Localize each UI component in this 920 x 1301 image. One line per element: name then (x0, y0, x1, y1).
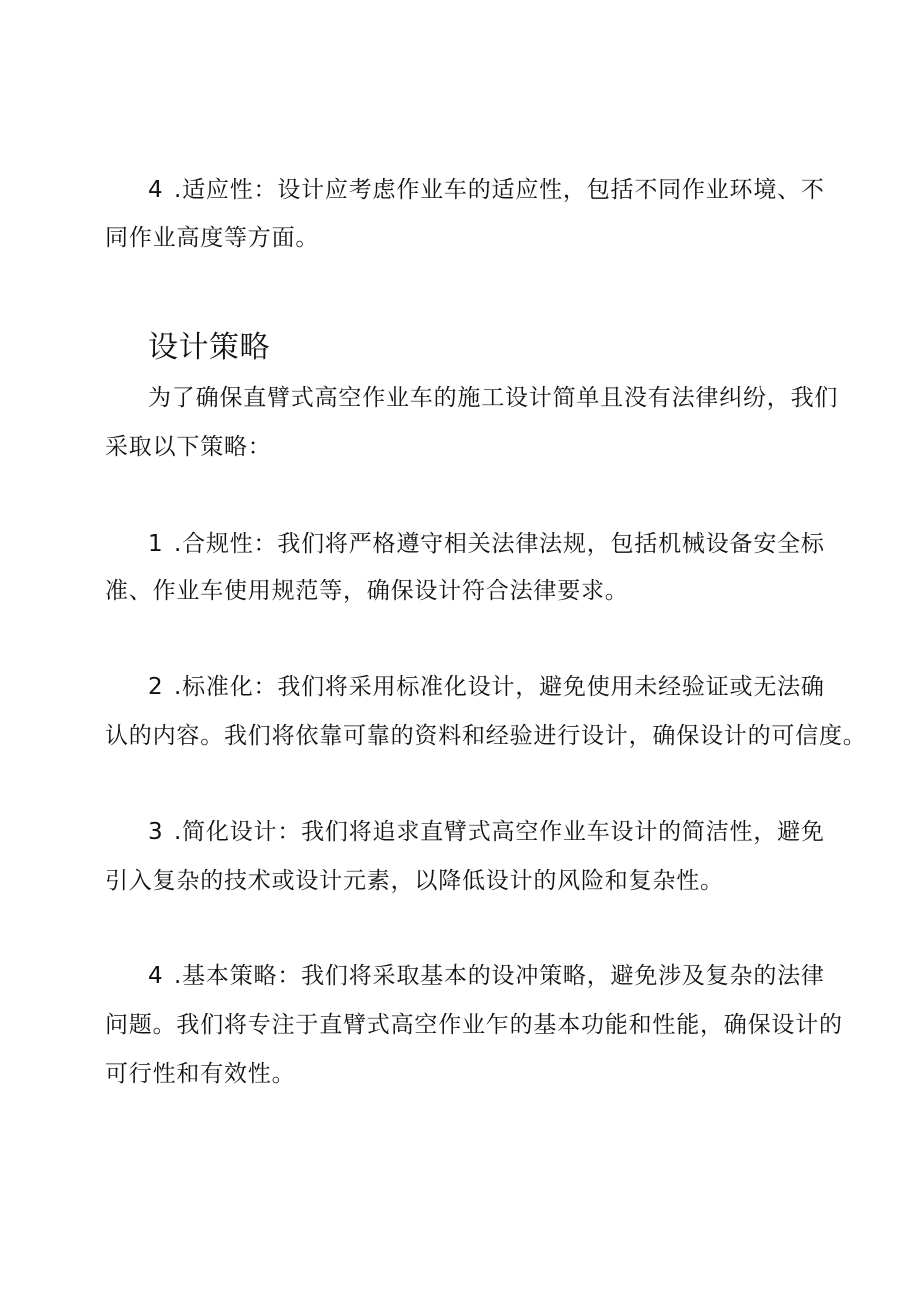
strategy-1-number: 1 (148, 531, 164, 557)
strategy-1-line-1 (148, 530, 825, 558)
strategy-4-text-1: 基本策略：我们将采取基本的设冲策略，避免涉及复杂的法律 (182, 963, 825, 989)
strategy-4-number: 4 (148, 963, 164, 989)
strategy-3-text-1: 简化设计：我们将追求直臂式高空作业车设计的简洁性，避免 (182, 819, 825, 845)
strategy-4-line-3: 可行性和有效性。 (105, 1061, 296, 1087)
strategy-2-text-1: 标准化：我们将采用标准化设计，避免使用未经验证或无法确 (182, 674, 825, 700)
strategy-2-number: 2 (148, 674, 164, 700)
strategy-4-separator: . (174, 963, 183, 989)
intro-item-number: 4 (148, 177, 164, 203)
strategy-3-number: 3 (148, 819, 164, 845)
section-heading: 设计策略 (148, 330, 270, 365)
strategy-2-line-1 (148, 673, 825, 701)
strategy-1-text-1: 合规性：我们将严格遵守相关法律法规，包括机械设备安全标 (182, 531, 825, 557)
strategy-3-line-1 (148, 818, 825, 846)
intro-item-line-2: 同作业高度等方面。 (105, 225, 320, 251)
strategy-3-line-2: 引入复杂的技术或设计元素，以降低设计的风险和复杂性。 (105, 868, 724, 894)
strategy-2-line-2: 认的内容。我们将依靠可靠的资料和经验进行设计，确保设计的可信度。 (105, 723, 867, 749)
section-intro-line-1: 为了确保直臂式高空作业车的施工设计简单且没有法律纠纷，我们 (148, 385, 839, 411)
section-intro-line-2: 采取以下策略： (105, 434, 272, 460)
intro-item-line-1 (148, 176, 825, 204)
strategy-4-line-1 (148, 962, 825, 990)
strategy-2-separator: . (174, 674, 183, 700)
strategy-1-line-2: 准、作业车使用规范等，确保设计符合法律要求。 (105, 578, 629, 604)
strategy-3-separator: . (174, 819, 183, 845)
strategy-1-separator: . (174, 531, 183, 557)
intro-item-separator: . (174, 177, 183, 203)
strategy-4-line-2: 问题。我们将专注于直臂式高空作业乍的基本功能和性能，确保设计的 (105, 1012, 843, 1038)
intro-item-text-1: 适应性：设计应考虑作业车的适应性，包括不同作业环境、不 (182, 177, 825, 203)
